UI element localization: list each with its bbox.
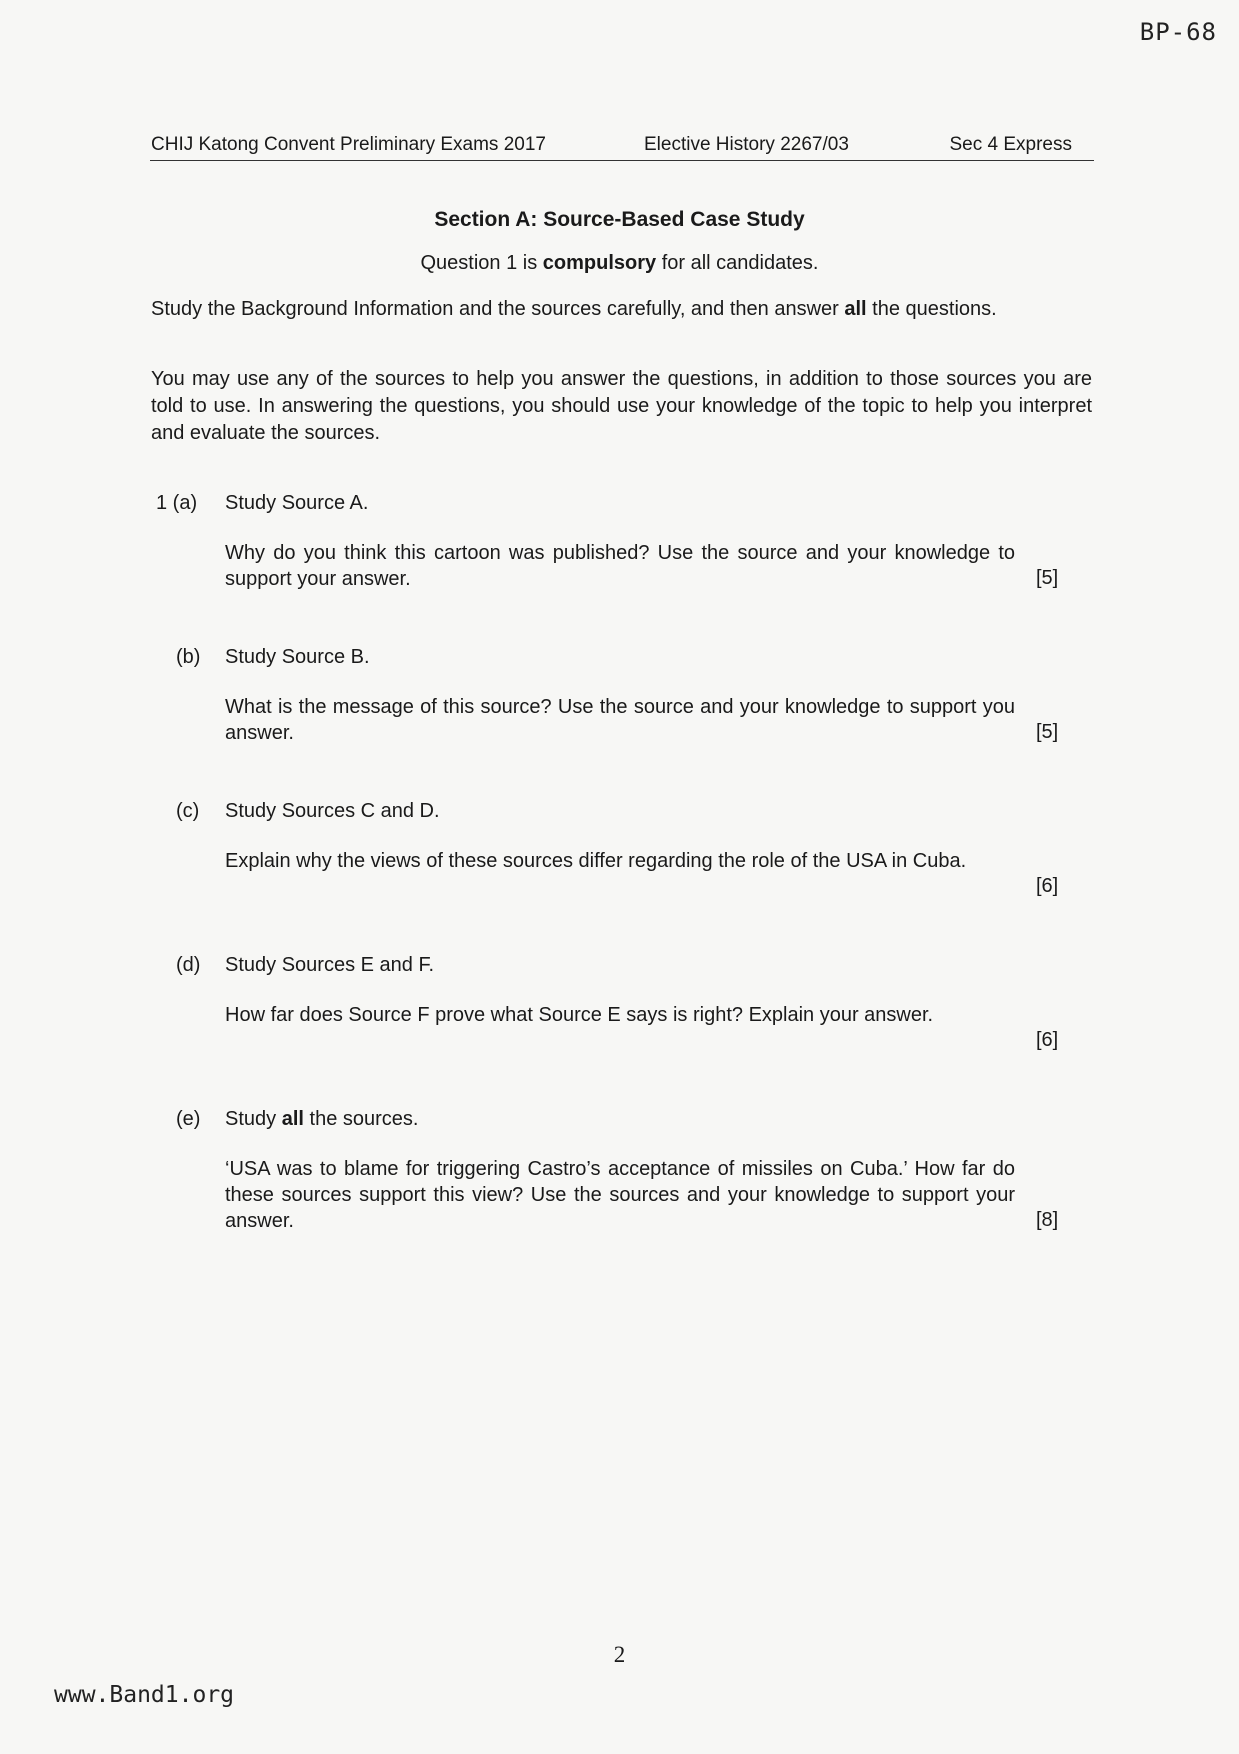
para1-after: the questions. <box>866 298 997 320</box>
study-e-before: Study <box>225 1108 282 1130</box>
question-text-1c: Explain why the views of these sources differ regarding the role of the USA in Cuba. <box>225 850 967 872</box>
question-study-1a: Study Source A. <box>225 492 369 514</box>
compulsory-before: Question 1 is <box>420 252 543 274</box>
question-marks-1d: [6] <box>1036 1029 1059 1051</box>
page-code: BP-68 <box>1139 18 1217 46</box>
compulsory-after: for all candidates. <box>656 252 819 274</box>
compulsory-bold: compulsory <box>542 252 657 274</box>
page-number: 2 <box>613 1642 626 1667</box>
header-school: CHIJ Katong Convent Preliminary Exams 2017 <box>151 134 546 155</box>
instructions-paragraph-1 <box>151 296 1092 323</box>
question-text-1b: What is the message of this source? Use the source and your knowledge to support you answer. <box>225 696 1015 744</box>
question-marks-1e: [8] <box>1036 1209 1059 1231</box>
section-title: Section A: Source-Based Case Study <box>434 208 805 231</box>
question-label-1a: 1 (a) <box>156 492 198 514</box>
header-subject: Elective History 2267/03 <box>644 134 849 155</box>
question-study-1d: Study Sources E and F. <box>225 954 435 976</box>
instructions-paragraph-2: You may use any of the sources to help you answer the questions, in addition to those sources you are told to use. In answering the questions, you should use your knowledge of the topic to help you interpret and evaluate the sources. <box>151 368 1092 444</box>
study-e-bold: all <box>281 1108 304 1130</box>
question-text-1e: ‘USA was to blame for triggering Castro’s acceptance of missiles on Cuba.’ How far do these sources support this view? Use the sources and your knowledge to support your answer. <box>225 1158 1015 1232</box>
question-study-1c: Study Sources C and D. <box>225 800 440 822</box>
question-study-1b: Study Source B. <box>225 646 370 668</box>
footer-url: www.Band1.org <box>54 1682 235 1708</box>
question-marks-1b: [5] <box>1036 721 1059 743</box>
question-text-1d: How far does Source F prove what Source E says is right? Explain your answer. <box>225 1004 934 1026</box>
header-level: Sec 4 Express <box>949 134 1072 155</box>
exam-header <box>150 134 1094 161</box>
para1-bold: all <box>844 298 867 320</box>
compulsory-line <box>0 252 1239 275</box>
question-text-1a: Why do you think this cartoon was published? Use the source and your knowledge to support your answer. <box>225 542 1015 590</box>
question-marks-1a: [5] <box>1036 567 1059 589</box>
question-label-1e: (e) <box>176 1108 201 1130</box>
question-label-1d: (d) <box>176 954 201 976</box>
para1-before: Study the Background Information and the sources carefully, and then answer <box>151 298 845 320</box>
question-label-1c: (c) <box>176 800 200 822</box>
study-e-after: the sources. <box>303 1108 419 1130</box>
question-marks-1c: [6] <box>1036 875 1059 897</box>
question-study-1e <box>225 1108 418 1131</box>
question-label-1b: (b) <box>176 646 201 668</box>
